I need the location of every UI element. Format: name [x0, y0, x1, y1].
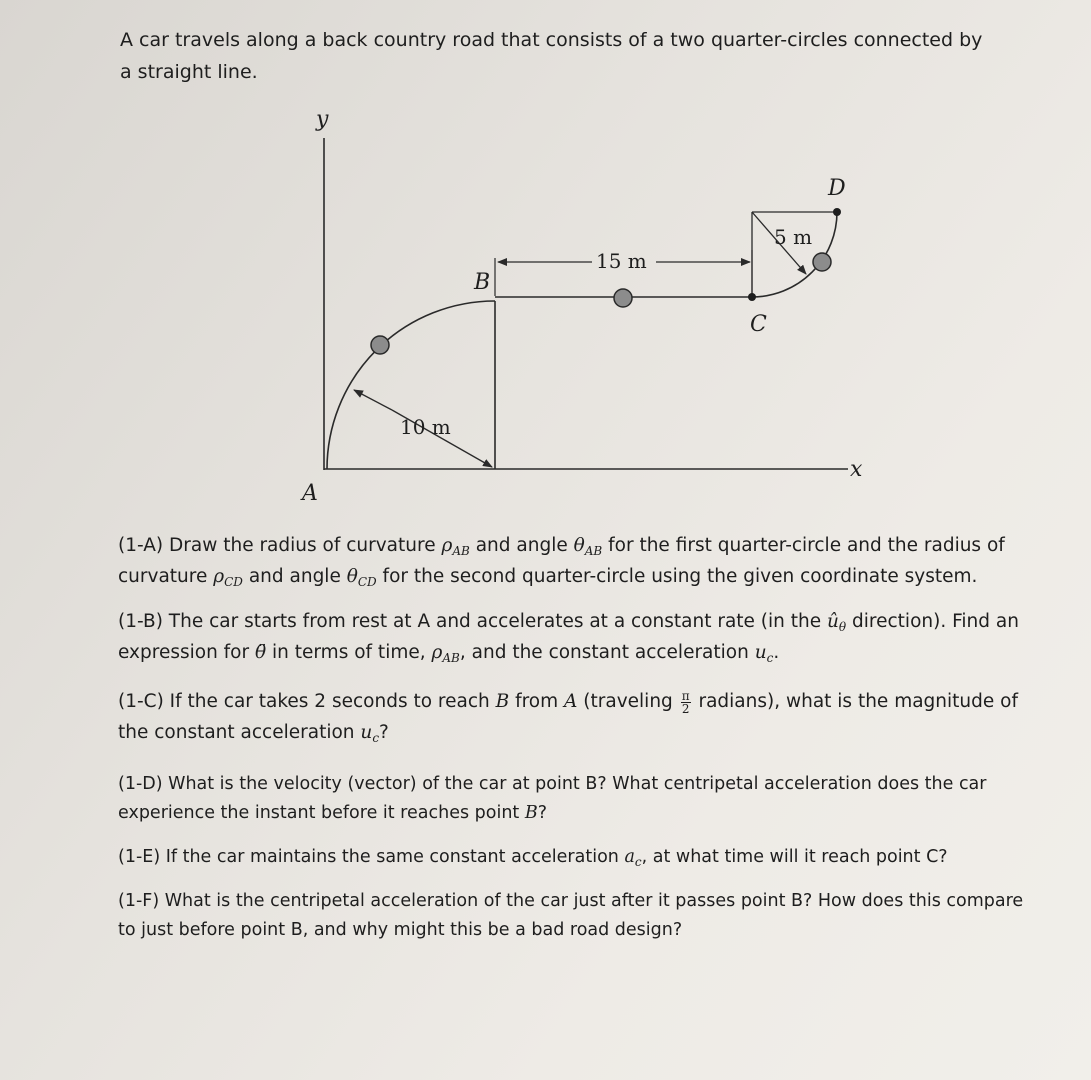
q1b-symbol-theta-ddot: θ̈ — [255, 642, 267, 663]
q1d-text-1: (1-D) What is the velocity (vector) of the car at point B? What centripetal acceleration does the car experience the instant before it reaches point — [118, 774, 987, 823]
q1a-sub-cd-2: CD — [357, 575, 377, 589]
q1c-text-3: (traveling — [577, 691, 679, 712]
road-diagram — [0, 0, 1091, 520]
q1c-fraction-numerator: π — [681, 688, 690, 703]
question-1b — [118, 606, 1038, 668]
q1a-sub-cd: CD — [224, 575, 243, 589]
q1b-symbol-u-hat: û — [827, 611, 839, 632]
q1c-fraction-pi-over-2 — [681, 690, 691, 715]
question-1a — [118, 530, 1038, 592]
q1c-text-1: (1-C) If the car takes 2 seconds to reach — [118, 691, 496, 712]
question-1f — [118, 887, 1038, 945]
q1e-text-2: , at what time will it reach point C? — [641, 847, 948, 867]
label-point-d: D — [828, 176, 846, 201]
q1a-sub-ab-2: AB — [584, 544, 603, 558]
q1a-text-4: and angle — [242, 566, 347, 587]
dim-label-radius-large: 10 m — [400, 415, 451, 439]
q1c-text-4: radians), what is the magnitude of the constant acceleration — [118, 691, 1018, 743]
q1a-sub-ab: AB — [452, 544, 470, 558]
arc-ab — [327, 301, 495, 469]
q1b-sub-c: c — [766, 651, 774, 665]
q1e-text-1: (1-E) If the car maintains the same constant acceleration — [118, 847, 625, 867]
q1b-text-5: . — [773, 642, 780, 663]
car-marker-straight — [614, 289, 632, 307]
problem-intro: A car travels along a back country road that consists of a two quarter-circles connected by a straight line. — [120, 29, 983, 83]
point-c-dot — [748, 293, 756, 301]
q1c-fraction-denominator: 2 — [681, 701, 690, 716]
label-point-a: A — [302, 481, 318, 506]
question-1e — [118, 843, 1038, 872]
q1a-symbol-rho-cd: ρ — [213, 566, 225, 587]
x-axis-label: x — [850, 457, 863, 482]
q1a-text-1: (1-A) Draw the radius of curvature — [118, 535, 442, 556]
q1c-symbol-a: A — [564, 691, 578, 712]
q1d-symbol-b: B — [524, 803, 538, 823]
q1e-sub-c: c — [634, 855, 642, 869]
car-marker-arc-ab — [371, 336, 389, 354]
q1a-symbol-theta-cd: θ — [346, 566, 358, 587]
q1c-symbol-b: B — [495, 691, 510, 712]
q1a-text-3: for the first quarter-circle and the radius of curvature — [118, 535, 1005, 587]
point-d-dot — [833, 208, 841, 216]
q1a-symbol-theta-ab: θ — [573, 535, 585, 556]
q1b-sub-ab: AB — [442, 651, 460, 665]
q1b-text-4: , and the constant acceleration — [459, 642, 755, 663]
q1b-symbol-uc: u — [754, 642, 767, 663]
car-marker-arc-cd — [813, 253, 831, 271]
q1a-text-2: and angle — [469, 535, 574, 556]
q1e-symbol-ac: a — [624, 847, 635, 867]
dim-label-straight: 15 m — [596, 249, 647, 273]
q1c-sub-c: c — [372, 731, 380, 745]
q1c-symbol-uc: u — [360, 722, 373, 743]
q1a-symbol-rho-ab: ρ — [441, 535, 453, 556]
q1d-text-2: ? — [537, 803, 548, 823]
q1b-text-3: in terms of time, — [266, 642, 432, 663]
question-1c — [118, 686, 1038, 748]
y-axis-label: y — [316, 107, 329, 132]
q1c-text-5: ? — [379, 722, 389, 743]
radius-line-ab-out — [354, 390, 392, 410]
q1f-text-1: (1-F) What is the centripetal acceleration of the car just after it passes point B? How does this compare to just before point B, and why might this be a bad road design? — [118, 891, 1024, 940]
q1b-text-2: direction). Find an expression for — [118, 611, 1019, 663]
q1a-text-5: for the second quarter-circle using the given coordinate system. — [376, 566, 978, 587]
q1b-text-1: (1-B) The car starts from rest at A and accelerates at a constant rate (in the — [118, 611, 827, 632]
q1b-sub-theta: θ — [838, 620, 847, 634]
question-1d — [118, 770, 1038, 828]
q1b-symbol-rho-ab: ρ — [431, 642, 443, 663]
q1c-text-2: from — [509, 691, 565, 712]
label-point-b: B — [474, 270, 491, 295]
dim-label-radius-small: 5 m — [774, 225, 813, 249]
label-point-c: C — [750, 312, 767, 337]
